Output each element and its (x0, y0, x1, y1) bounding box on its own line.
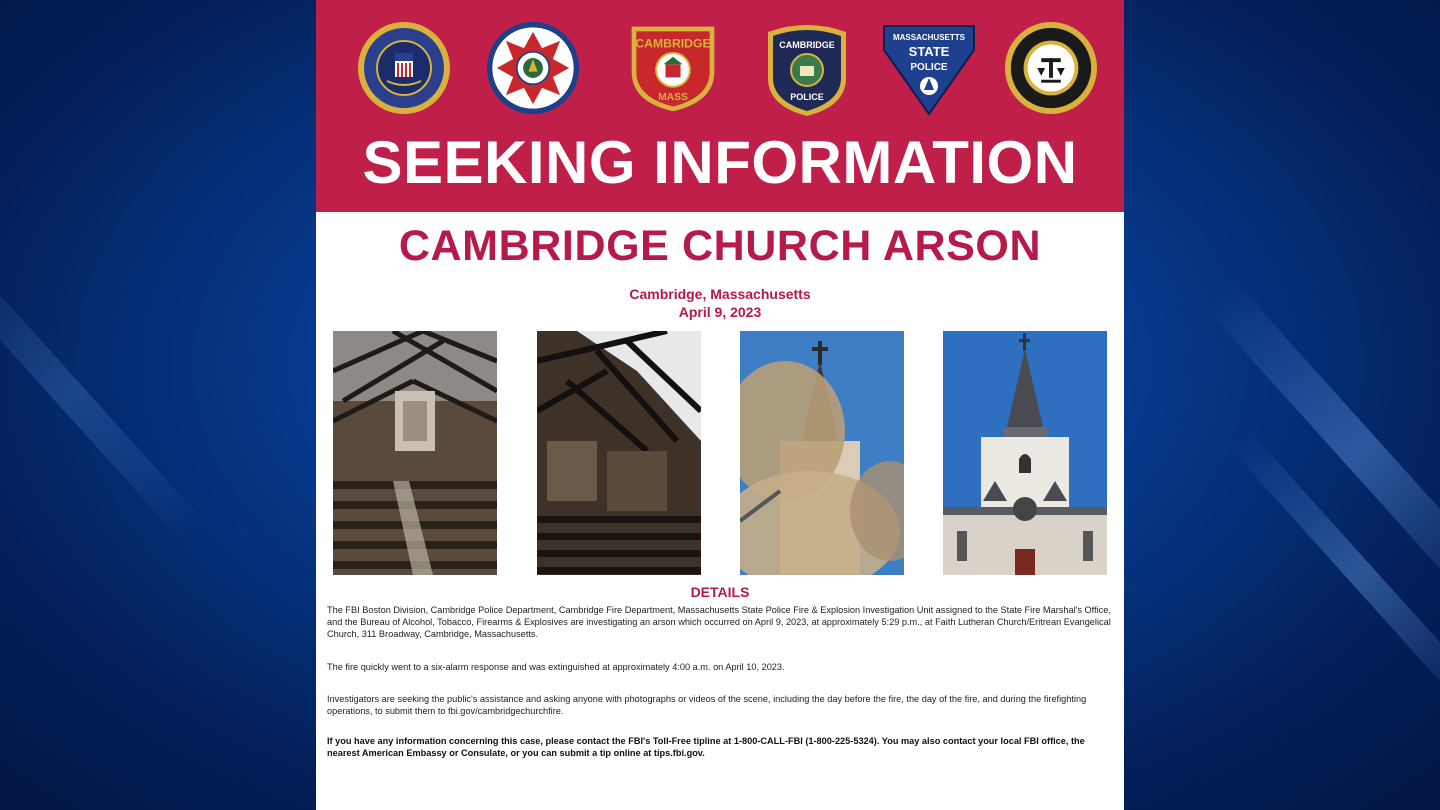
svg-text:MASS: MASS (658, 91, 688, 103)
burned-interior-photo-1 (333, 331, 497, 575)
case-date: April 9, 2023 (678, 304, 762, 320)
case-title: CAMBRIDGE CHURCH ARSON (398, 222, 1042, 270)
burned-interior-photo-2 (537, 331, 701, 575)
svg-text:MASSACHUSETTS: MASSACHUSETTS (892, 33, 966, 42)
details-paragraph-1: The FBI Boston Division, Cambridge Police Department, Cambridge Fire Department, Massachusetts State Police Fire & Explosion Investigation Unit assigned to the State Fire Marshal's Office, and the Bureau of Alcohol, Tobacco, Firearms & Explosives are investigating an arson which occurred on April 9, 2023, at approximately 5:29 p.m., at Faith Lutheran Church/Eritrean Evangelical Church, 311 Broadway, Cambridge, Massachusetts. (327, 605, 1111, 639)
svg-text:POLICE: POLICE (790, 92, 824, 102)
tipline-paragraph: If you have any information concerning this case, please contact the FBI's Toll-Free tipline at 1-800-CALL-FBI (1-800-225-5324). You may also contact your local FBI office, the nearest American Embassy or Consulate, or you can submit a tip online at tips.fbi.gov. (327, 736, 1085, 758)
details-paragraph-2: The fire quickly went to a six-alarm response and was extinguished at approximately 4:00 a.m. on April 10, 2023. (327, 662, 785, 672)
state-police-seal (882, 20, 976, 116)
details-heading: DETAILS (690, 584, 750, 600)
details-paragraph-3: Investigators are seeking the public's assistance and asking anyone with photographs or videos of the scene, including the day before the fire, the day of the fire, and during the firefighting operations, to submit them to fbi.gov/cambridgechurchfire. (327, 694, 1087, 716)
cambridge-police-seal (760, 20, 854, 116)
poster-header (316, 0, 1124, 212)
smoking-steeple-photo (740, 331, 904, 575)
svg-text:POLICE: POLICE (910, 62, 948, 73)
church-steeple-photo (943, 331, 1107, 575)
background-streak (0, 244, 208, 546)
svg-text:CAMBRIDGE: CAMBRIDGE (779, 40, 835, 50)
atf-seal (1004, 20, 1098, 116)
cambridge-fire-seal (626, 20, 720, 116)
fbi-seal (357, 20, 451, 116)
svg-text:CAMBRIDGE: CAMBRIDGE (635, 36, 711, 51)
seeking-information-heading: SEEKING INFORMATION (362, 129, 1078, 196)
mass-fire-services-seal (486, 20, 580, 116)
svg-text:STATE: STATE (908, 44, 950, 59)
wanted-poster (316, 0, 1124, 810)
case-location: Cambridge, Massachusetts (629, 286, 811, 302)
